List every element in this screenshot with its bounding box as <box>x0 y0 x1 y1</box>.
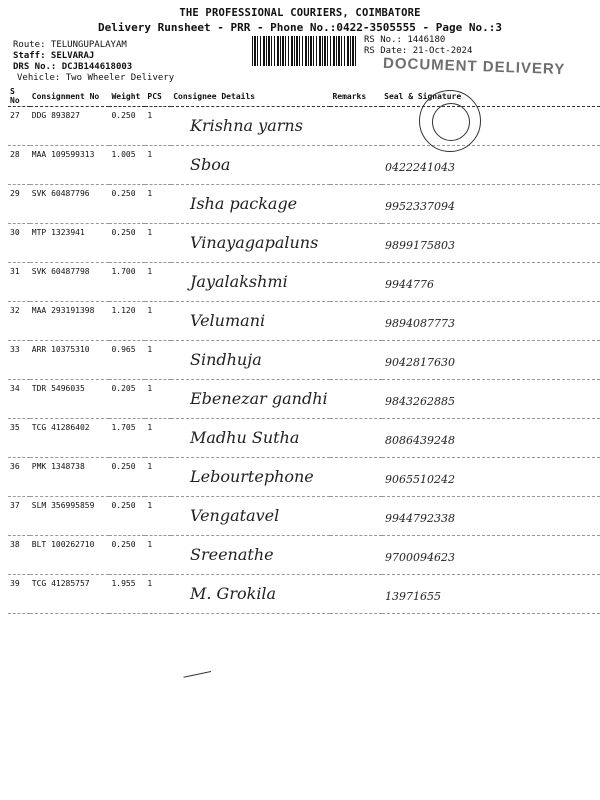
row-weight: 0.250 <box>109 458 145 497</box>
row-weight: 0.250 <box>109 185 145 224</box>
row-remarks <box>330 302 382 341</box>
runsheet-title: Delivery Runsheet - PRR - Phone No.:0422-3505555 - Page No.:3 <box>98 21 502 34</box>
row-weight: 1.700 <box>109 263 145 302</box>
row-sno: 35 <box>8 419 30 458</box>
col-remarks: Remarks <box>330 86 382 107</box>
rs-number: RS No.: 1446180 <box>364 35 446 45</box>
row-weight: 1.120 <box>109 302 145 341</box>
drs-number: DRS No.: DCJB144618003 <box>13 62 133 72</box>
row-remarks <box>330 263 382 302</box>
row-consignment-no: MAA 109599313 <box>30 146 110 185</box>
signature-handwriting: 13971655 <box>385 590 441 603</box>
row-sno: 39 <box>8 575 30 614</box>
row-remarks <box>330 536 382 575</box>
consignee-handwriting: Vinayagapaluns <box>190 233 319 252</box>
company-title: THE PROFESSIONAL COURIERS, COIMBATORE <box>179 7 421 19</box>
col-pcs: PCS <box>145 86 171 107</box>
row-consignment-no: DDG 893827 <box>30 107 110 146</box>
signature-handwriting: 9952337094 <box>385 200 455 213</box>
row-consignment-no: TCG 41286402 <box>30 419 110 458</box>
row-pcs: 1 <box>145 341 171 380</box>
row-weight: 0.250 <box>109 536 145 575</box>
table-row <box>8 263 600 302</box>
table-row <box>8 497 600 536</box>
consignee-handwriting: Ebenezar gandhi <box>190 389 328 408</box>
row-signature <box>382 107 600 146</box>
row-pcs: 1 <box>145 107 171 146</box>
row-pcs: 1 <box>145 224 171 263</box>
signature-handwriting: 9700094623 <box>385 551 455 564</box>
signature-handwriting: 9944792338 <box>385 512 455 525</box>
table-header <box>8 86 600 107</box>
table-row <box>8 575 600 614</box>
consignee-handwriting: Jayalakshmi <box>190 272 288 291</box>
row-weight: 0.205 <box>109 380 145 419</box>
pen-mark <box>181 659 211 678</box>
row-sno: 33 <box>8 341 30 380</box>
consignee-handwriting: Lebourtephone <box>190 467 314 486</box>
row-remarks <box>330 419 382 458</box>
row-pcs: 1 <box>145 575 171 614</box>
row-remarks <box>330 107 382 146</box>
signature-handwriting: 0422241043 <box>385 161 455 174</box>
consignee-handwriting: Sboa <box>190 155 231 174</box>
company-seal <box>419 90 481 152</box>
row-weight: 0.250 <box>109 224 145 263</box>
runsheet-table <box>8 86 600 614</box>
col-consignee: Consignee Details <box>171 86 330 107</box>
table-row <box>8 185 600 224</box>
table-row <box>8 341 600 380</box>
row-pcs: 1 <box>145 263 171 302</box>
col-weight: Weight <box>109 86 145 107</box>
route: Route: TELUNGUPALAYAM <box>13 40 127 50</box>
signature-handwriting: 9042817630 <box>385 356 455 369</box>
row-sno: 36 <box>8 458 30 497</box>
consignee-handwriting: Madhu Sutha <box>190 428 300 447</box>
row-pcs: 1 <box>145 380 171 419</box>
row-consignment-no: SLM 356995859 <box>30 497 110 536</box>
signature-handwriting: 9894087773 <box>385 317 455 330</box>
row-consignment-no: SVK 60487796 <box>30 185 110 224</box>
barcode <box>252 36 356 66</box>
row-remarks <box>330 224 382 263</box>
signature-handwriting: 8086439248 <box>385 434 455 447</box>
row-consignment-no: SVK 60487798 <box>30 263 110 302</box>
row-weight: 0.250 <box>109 497 145 536</box>
row-consignment-no: TCG 41285757 <box>30 575 110 614</box>
row-pcs: 1 <box>145 302 171 341</box>
consignee-handwriting: M. Grokila <box>190 584 277 603</box>
row-sno: 29 <box>8 185 30 224</box>
row-remarks <box>330 575 382 614</box>
row-remarks <box>330 380 382 419</box>
table-row <box>8 107 600 146</box>
document-delivery-stamp: DOCUMENT DELIVERY <box>382 54 566 79</box>
table-row <box>8 536 600 575</box>
row-sno: 38 <box>8 536 30 575</box>
row-consignment-no: MAA 293191398 <box>30 302 110 341</box>
row-consignment-no: ARR 10375310 <box>30 341 110 380</box>
row-consignment-no: TDR 5496035 <box>30 380 110 419</box>
table-row <box>8 419 600 458</box>
consignee-handwriting: Isha package <box>190 194 298 213</box>
col-consignment: Consignment No <box>30 86 110 107</box>
row-pcs: 1 <box>145 146 171 185</box>
row-sno: 34 <box>8 380 30 419</box>
row-sno: 31 <box>8 263 30 302</box>
row-consignment-no: MTP 1323941 <box>30 224 110 263</box>
row-sno: 30 <box>8 224 30 263</box>
row-sno: 28 <box>8 146 30 185</box>
row-remarks <box>330 341 382 380</box>
row-remarks <box>330 458 382 497</box>
staff: Staff: SELVARAJ <box>13 51 95 61</box>
row-sno: 37 <box>8 497 30 536</box>
col-sno: S No <box>8 86 30 107</box>
signature-handwriting: 9899175803 <box>385 239 455 252</box>
consignee-handwriting: Sreenathe <box>190 545 274 564</box>
row-weight: 1.005 <box>109 146 145 185</box>
row-remarks <box>330 146 382 185</box>
consignee-handwriting: Vengatavel <box>190 506 280 525</box>
col-signature: Seal & Signature <box>382 86 600 107</box>
row-weight: 1.705 <box>109 419 145 458</box>
row-remarks <box>330 497 382 536</box>
signature-handwriting: 9843262885 <box>385 395 455 408</box>
vehicle: Vehicle: Two Wheeler Delivery <box>17 73 175 83</box>
row-weight: 0.250 <box>109 107 145 146</box>
consignee-handwriting: Velumani <box>190 311 266 330</box>
signature-handwriting: 9065510242 <box>385 473 455 486</box>
row-weight: 1.955 <box>109 575 145 614</box>
rs-date: RS Date: 21-Oct-2024 <box>364 46 473 56</box>
consignee-handwriting: Krishna yarns <box>190 116 303 135</box>
row-pcs: 1 <box>145 458 171 497</box>
consignee-handwriting: Sindhuja <box>190 350 262 369</box>
table-row <box>8 302 600 341</box>
row-sno: 32 <box>8 302 30 341</box>
row-remarks <box>330 185 382 224</box>
row-pcs: 1 <box>145 185 171 224</box>
row-pcs: 1 <box>145 536 171 575</box>
row-weight: 0.965 <box>109 341 145 380</box>
table-row <box>8 146 600 185</box>
row-consignment-no: BLT 100262710 <box>30 536 110 575</box>
row-consignment-no: PMK 1348738 <box>30 458 110 497</box>
row-sno: 27 <box>8 107 30 146</box>
row-pcs: 1 <box>145 419 171 458</box>
signature-handwriting: 9944776 <box>385 278 434 291</box>
row-pcs: 1 <box>145 497 171 536</box>
